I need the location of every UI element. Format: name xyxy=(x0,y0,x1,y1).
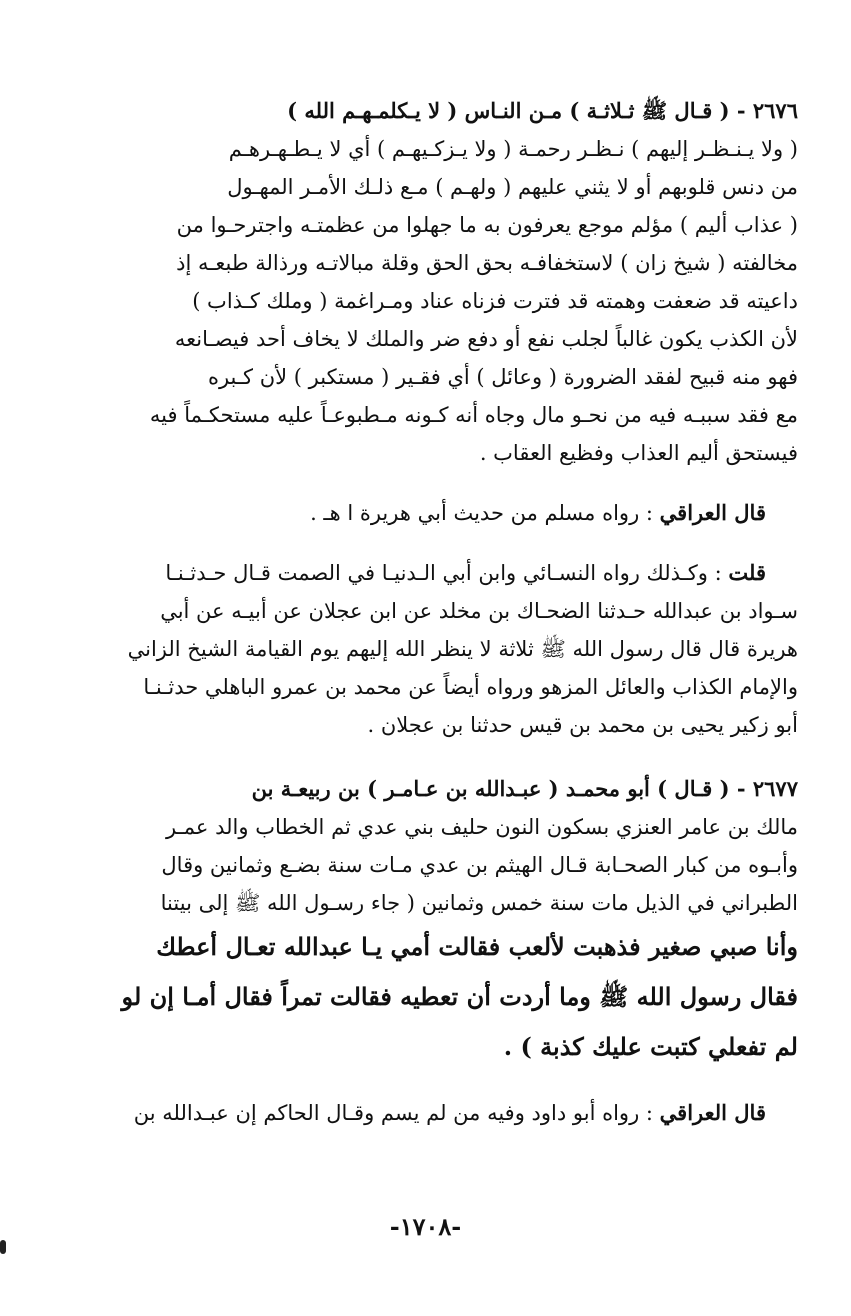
hadith-2676-line: من دنس قلوبهم أو لا يثني عليهم ( ولهـم ) مـع ذلـك الأمـر المهـول xyxy=(227,175,798,199)
hadith-2676-line: داعيته قد ضعفت وهمته قد فترت فزناه عناد ومـراغمة ( وملك كـذاب ) xyxy=(192,289,798,313)
qultu-line: هريرة قال قال رسول الله ﷺ ثلاثة لا ينظر الله إليهم يوم القيامة الشيخ الزاني xyxy=(127,637,798,661)
hadith-2677-line: الطبراني في الذيل مات سنة خمس وثمانين ( جاء رسـول الله ﷺ إلى بيتنا xyxy=(160,891,798,915)
hadith-2676-line: ٢٦٧٦ - ( قـال ﷺ ثـلاثـة ) مـن النـاس ( لا يـكلمـهـم الله ) xyxy=(287,98,798,123)
iraqi-label: قال العراقي xyxy=(659,1100,766,1125)
hadith-2676-line: مخالفته ( شيخ زان ) لاستخفافـه بحق الحق وقلة مبالاتـه ورذالة طبعـه إذ xyxy=(176,251,798,275)
iraqi-text: : رواه مسلم من حديث أبي هريرة ا هـ . xyxy=(310,501,653,525)
hadith-2677-bold-line: فقال رسول الله ﷺ وما أردت أن تعطيه فقالت تمراً فقال أمـا إن لو xyxy=(121,982,798,1011)
hadith-2677-block xyxy=(100,770,798,1072)
hadith-2676-line: فيستحق أليم العذاب وفظيع العقاب . xyxy=(479,441,798,465)
hadith-2677-bold-line: وأنا صبي صغير فذهبت لألعب فقالت أمي يـا عبدالله تعـال أعطك xyxy=(156,932,798,961)
hadith-2676-line: ( ولا يـنـظـر إليهم ) نـظـر رحمـة ( ولا يـزكـيهـم ) أي لا يـطـهـرهـم xyxy=(228,137,798,161)
hadith-2676-line: فهو منه قبيح لفقد الضرورة ( وعائل ) أي فقـير ( مستكبر ) لأن كـبره xyxy=(207,365,798,389)
qultu-label: قلت xyxy=(728,560,766,585)
hadith-2677-bold-line: لم تفعلي كتبت عليك كذبة ) . xyxy=(503,1032,798,1061)
hadith-2677-line: وأبـوه من كبار الصحـابة قـال الهيثم بن عدي مـات سنة بضـع وثمانين وقال xyxy=(161,853,798,877)
hadith-2676-block xyxy=(100,92,798,472)
qultu-block xyxy=(100,554,798,744)
iraqi-commentary-2 xyxy=(100,1094,798,1132)
document-page xyxy=(100,92,798,1132)
hadith-2677-line: مالك بن عامر العنزي بسكون النون حليف بني عدي ثم الخطاب والد عمـر xyxy=(166,815,798,839)
iraqi-commentary-1 xyxy=(100,494,798,532)
hadith-2677-line: ٢٦٧٧ - ( قـال ) أبو محمـد ( عبـدالله بن عـامـر ) بن ربيعـة بن xyxy=(251,776,798,801)
page-number: -١٧٠٨- xyxy=(389,1212,462,1241)
qultu-line: سـواد بن عبدالله حـدثنا الضحـاك بن مخلد عن ابن عجلان عن أبيـه عن أبي xyxy=(160,599,798,623)
qultu-line: والإمام الكذاب والعائل المزهو ورواه أيضاً عن محمد بن عمرو الباهلي حدثـنـا xyxy=(143,675,798,699)
hadith-2676-line: ( عذاب أليم ) مؤلم موجع يعرفون به ما جهلوا من عظمتـه واجترحـوا من xyxy=(176,213,798,237)
qultu-first-line: : وكـذلك رواه النسـائي وابن أبي الـدنيـا في الصمت قـال حـدثـنـا xyxy=(165,561,722,585)
iraqi-label: قال العراقي xyxy=(659,500,766,525)
hadith-2676-line: مع فقد سببـه فيه من نحـو مال وجاه أنه كـونه مـطبوعـاً عليه مستحكـماً فيه xyxy=(149,403,798,427)
qultu-line: أبو زكير يحيى بن محمد بن قيس حدثنا بن عجلان . xyxy=(367,713,798,737)
scan-edge-mark xyxy=(0,1240,6,1254)
iraqi-text: : رواه أبو داود وفيه من لم يسم وقـال الحاكم إن عبـدالله بن xyxy=(133,1101,653,1125)
hadith-2676-line: لأن الكذب يكون غالباً لجلب نفع أو دفع ضر والملك لا يخاف أحد فيصـانعه xyxy=(174,327,798,351)
